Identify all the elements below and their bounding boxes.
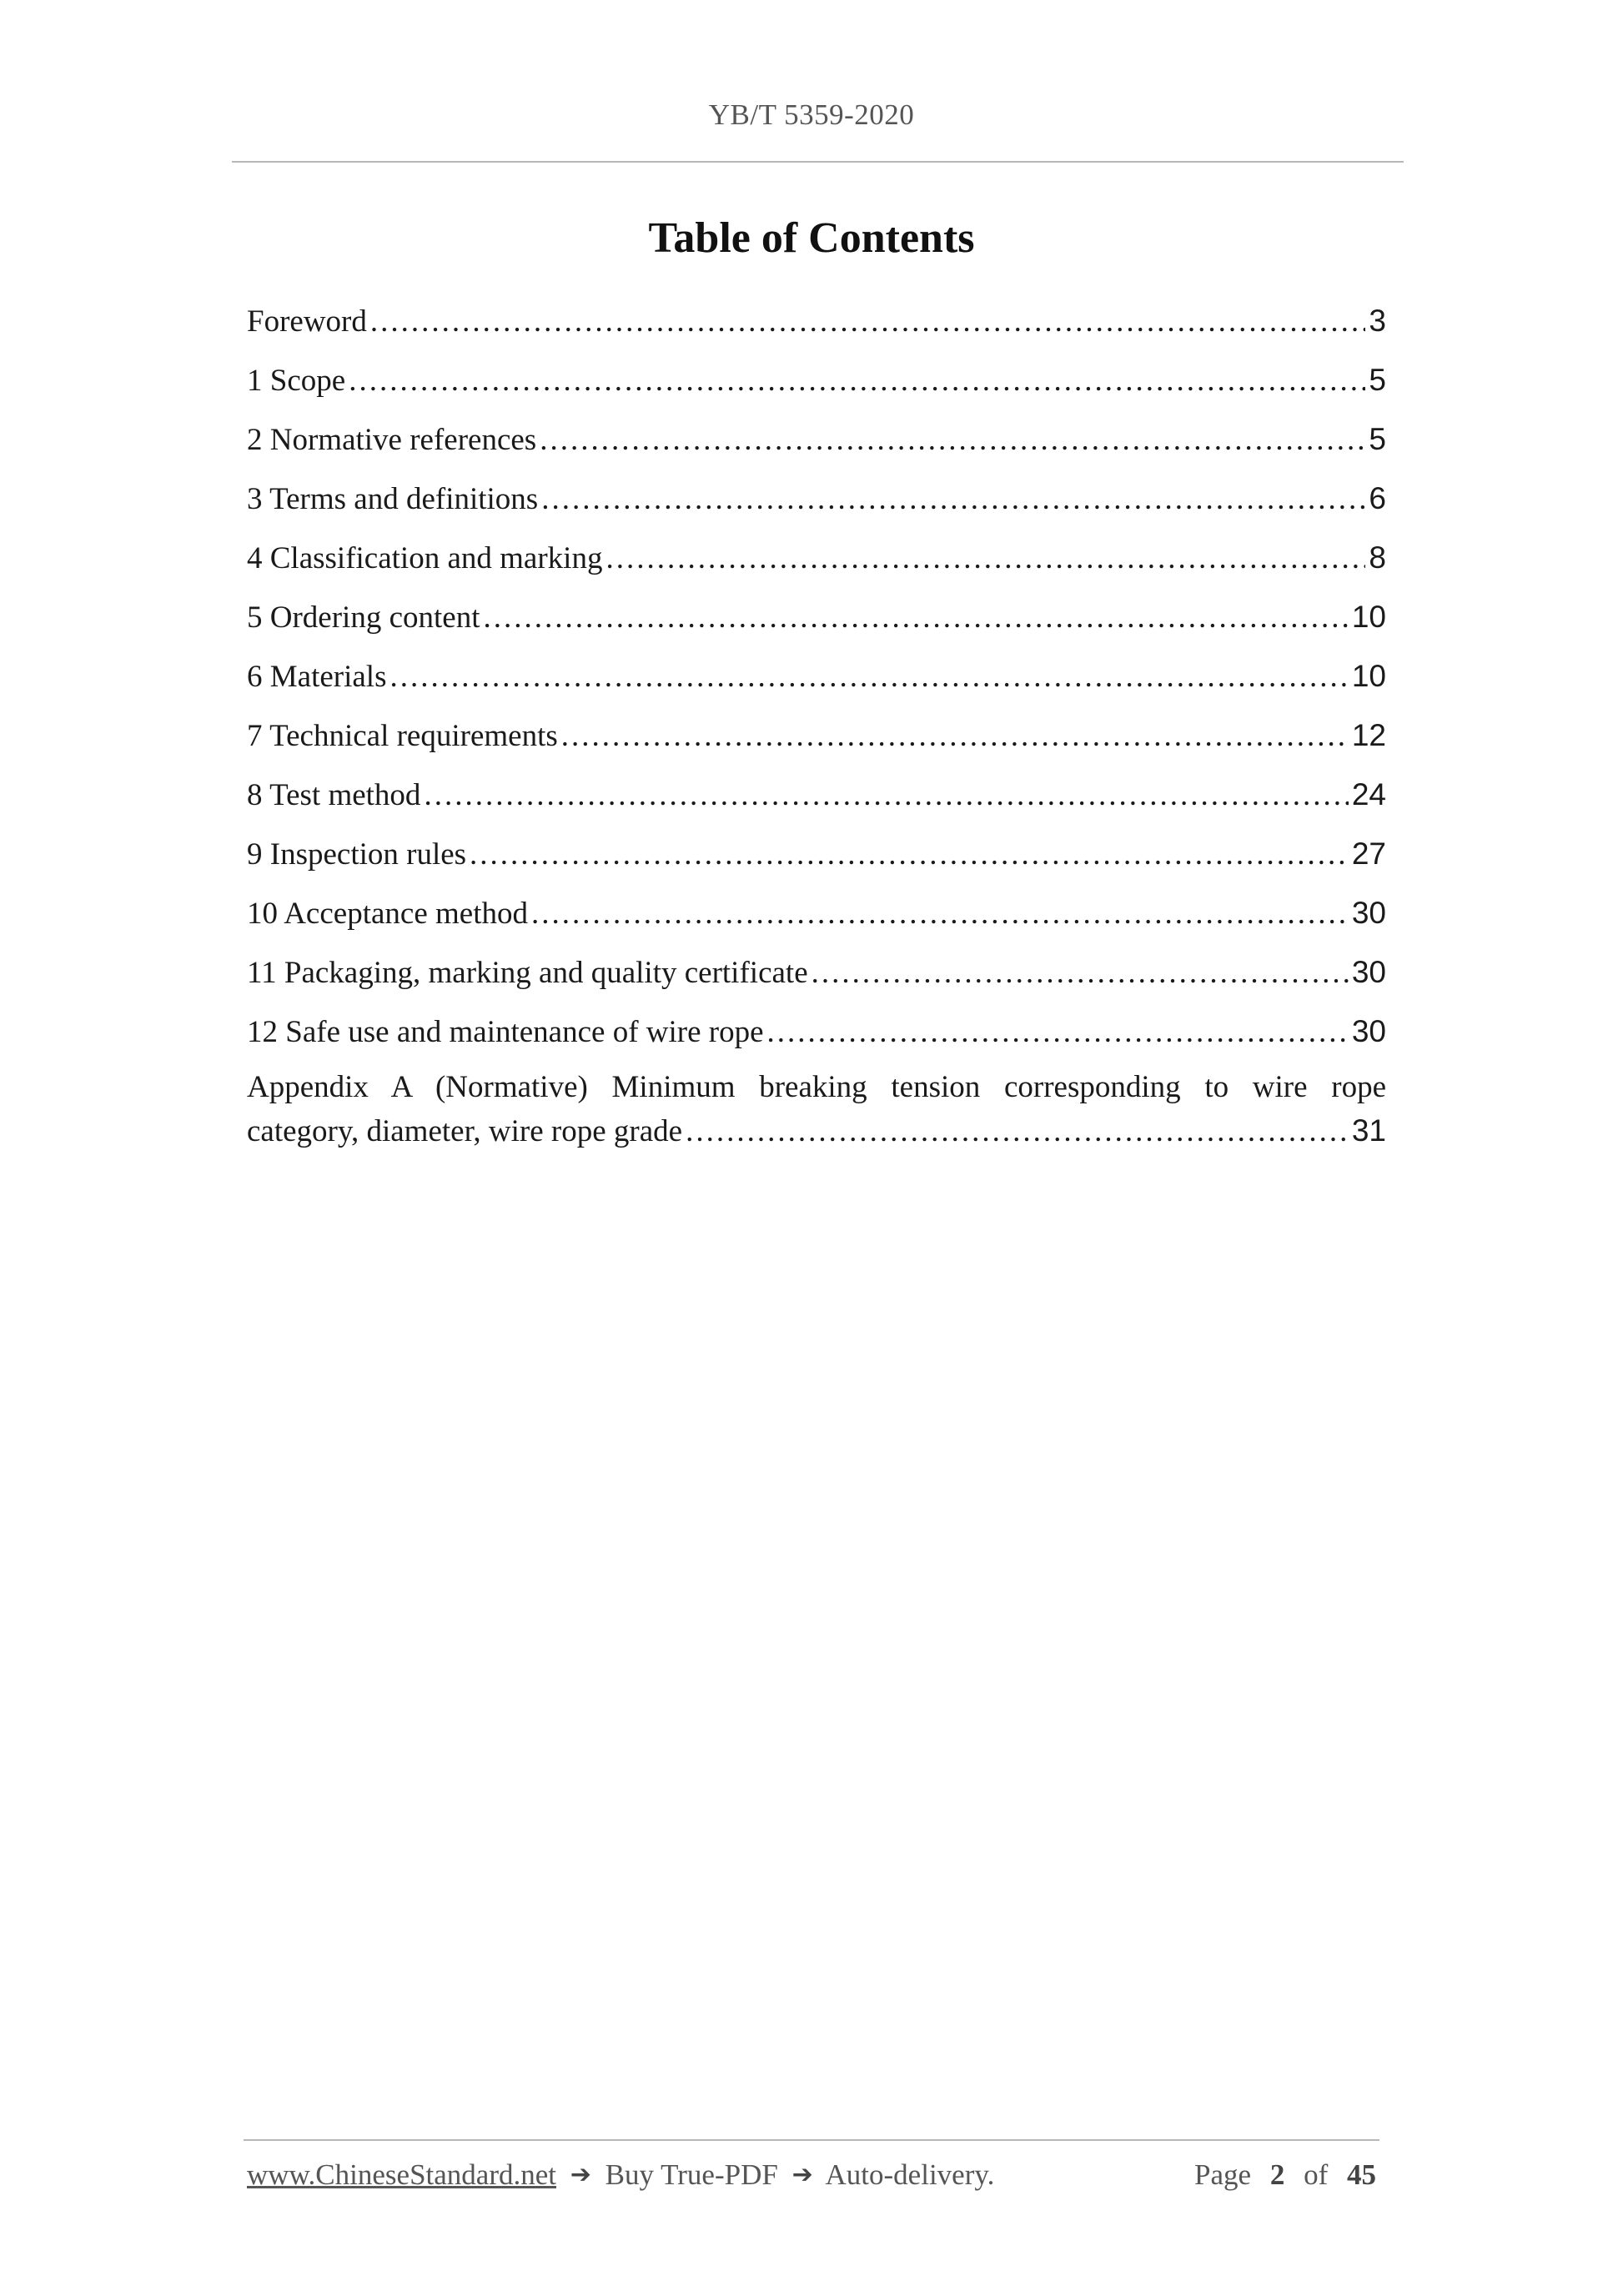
toc-entry-label: 8 Test method [247,778,421,812]
toc-entry-test-method[interactable] [247,770,1386,829]
buy-text: Buy True-PDF [605,2158,778,2191]
dot-leader [541,475,1365,525]
dot-leader [389,652,1348,702]
toc-title: Table of Contents [648,214,975,262]
page-total: 45 [1347,2158,1376,2191]
toc-entry-page: 8 [1369,540,1386,575]
toc-entry-appendix-a[interactable] [247,1066,1386,1153]
dot-leader [349,356,1365,406]
dot-leader [686,1110,1349,1153]
toc-entry-label: 11 Packaging, marking and quality certificate [247,956,808,990]
toc-entry-technical-requirements[interactable] [247,711,1386,770]
header-divider [232,161,1404,163]
toc-entry-page: 6 [1369,481,1386,515]
toc-entry-label: 7 Technical requirements [247,719,558,753]
arrow-right-icon: ➔ [791,2160,813,2189]
toc-entry-foreword[interactable] [247,296,1386,355]
toc-entry-label: 1 Scope [247,364,346,398]
toc-entry-label: 12 Safe use and maintenance of wire rope [247,1015,764,1049]
page-word: Page [1194,2158,1252,2191]
dot-leader [424,771,1348,821]
toc-entry-label: 4 Classification and marking [247,541,603,575]
page-number [1194,2158,1376,2192]
toc-entry-normative-references[interactable] [247,414,1386,474]
toc-entry-page: 30 [1351,1014,1386,1048]
toc-entry-ordering-content[interactable] [247,592,1386,651]
arrow-right-icon: ➔ [570,2160,591,2189]
toc-entry-terms-definitions[interactable] [247,474,1386,533]
toc-entry-scope[interactable] [247,355,1386,414]
toc-entry-page: 30 [1351,955,1386,989]
toc-entry-safe-use-maintenance[interactable] [247,1007,1386,1066]
dot-leader [605,534,1365,584]
document-code-header: YB/T 5359-2020 [708,98,915,131]
toc-entry-label-line2: category, diameter, wire rope grade [247,1114,683,1148]
toc-entry-page: 30 [1351,896,1386,930]
toc-list [247,296,1386,1153]
dot-leader [531,889,1349,939]
toc-entry-page: 31 [1351,1113,1386,1148]
toc-entry-acceptance-method[interactable] [247,888,1386,947]
toc-entry-materials[interactable] [247,651,1386,711]
toc-entry-page: 5 [1369,363,1386,397]
toc-entry-label: Foreword [247,304,367,339]
toc-entry-label: 9 Inspection rules [247,837,467,872]
dot-leader [370,297,1366,347]
toc-entry-page: 10 [1351,600,1386,634]
toc-entry-label: 6 Materials [247,660,387,694]
toc-entry-page: 24 [1351,777,1386,811]
page-current: 2 [1269,2158,1285,2191]
of-word: of [1304,2158,1329,2191]
toc-entry-classification-marking[interactable] [247,533,1386,592]
toc-entry-page: 5 [1369,422,1386,456]
delivery-text: Auto-delivery. [825,2158,995,2191]
toc-entry-page: 27 [1351,837,1386,871]
toc-entry-page: 3 [1369,304,1386,338]
toc-entry-inspection-rules[interactable] [247,829,1386,888]
toc-entry-packaging-marking-certificate[interactable] [247,947,1386,1007]
toc-entry-page: 10 [1351,659,1386,693]
footer-promo [247,2158,994,2192]
dot-leader [812,948,1349,998]
toc-entry-label: 2 Normative references [247,423,537,457]
toc-entry-label: 5 Ordering content [247,600,480,635]
toc-entry-label: 10 Acceptance method [247,897,528,931]
dot-leader [470,830,1349,880]
dot-leader [483,593,1348,643]
toc-entry-label: 3 Terms and definitions [247,482,539,516]
footer-divider [244,2139,1379,2141]
toc-entry-label-line1: Appendix A (Normative) Minimum breaking tension corresponding to wire rope [247,1070,1386,1104]
page-footer [247,2158,1376,2192]
dot-leader [767,1007,1349,1058]
dot-leader [561,711,1349,761]
site-link[interactable]: www.ChineseStandard.net [247,2158,556,2191]
dot-leader [540,415,1365,465]
toc-entry-page: 12 [1351,718,1386,752]
